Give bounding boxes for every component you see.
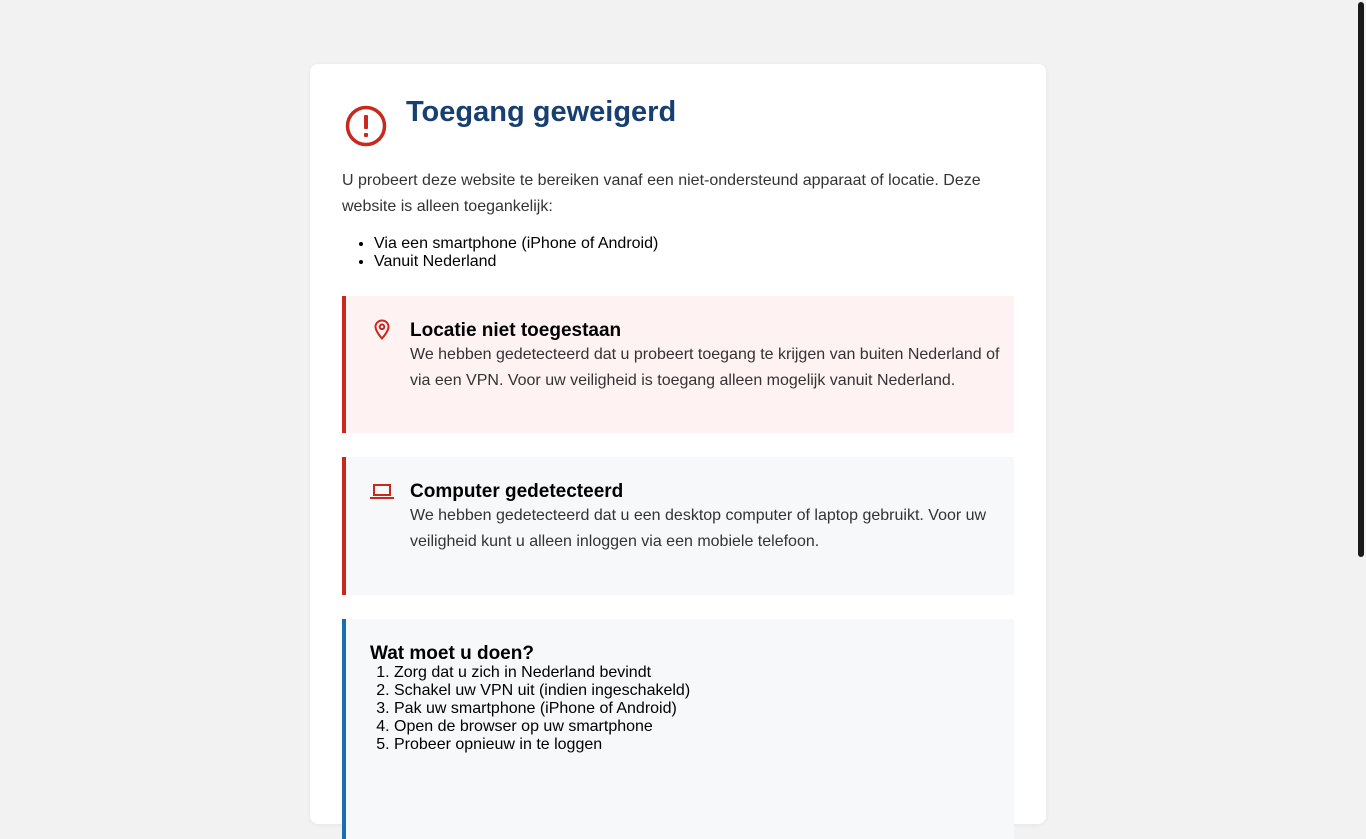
instructions-list <box>370 664 690 754</box>
page-scrollbar[interactable] <box>1356 0 1366 768</box>
scrollbar-thumb[interactable] <box>1358 2 1364 557</box>
device-alert-title: Computer gedetecteerd <box>410 481 624 502</box>
device-alert <box>342 457 1014 595</box>
instruction-step: 1. Zorg dat u zich in Nederland bevindt <box>394 664 690 682</box>
requirements-list <box>342 235 658 271</box>
exclamation-circle-icon <box>344 104 388 148</box>
requirement-item: • Vanuit Nederland <box>374 253 658 271</box>
location-alert-title: Locatie niet toegestaan <box>410 320 622 341</box>
instruction-step: 3. Pak uw smartphone (iPhone of Android) <box>394 700 690 718</box>
instruction-step: 2. Schakel uw VPN uit (indien ingeschakeld) <box>394 682 690 700</box>
laptop-icon <box>370 479 394 503</box>
page-title: Toegang geweigerd <box>406 96 677 128</box>
access-denied-card <box>310 64 1046 824</box>
instructions-box <box>342 619 1014 839</box>
map-pin-icon <box>370 318 394 342</box>
requirement-item: • Via een smartphone (iPhone of Android) <box>374 235 658 253</box>
instruction-step: 5. Probeer opnieuw in te loggen <box>394 736 690 754</box>
location-alert <box>342 296 1014 433</box>
intro-text: U probeert deze website te bereiken vanaf een niet-ondersteund apparaat of locatie. Deze website is alleen toegankelijk: <box>342 172 981 215</box>
instruction-step: 4. Open de browser op uw smartphone <box>394 718 690 736</box>
location-alert-text: We hebben gedetecteerd dat u probeert toegang te krijgen van buiten Nederland of via een VPN. Voor uw veiligheid is toegang alleen mogelijk vanuit Nederland. <box>410 346 1000 389</box>
instructions-title: Wat moet u doen? <box>370 643 534 664</box>
device-alert-text: We hebben gedetecteerd dat u een desktop computer of laptop gebruikt. Voor uw veiligheid kunt u alleen inloggen via een mobiele telefoon. <box>410 507 987 550</box>
